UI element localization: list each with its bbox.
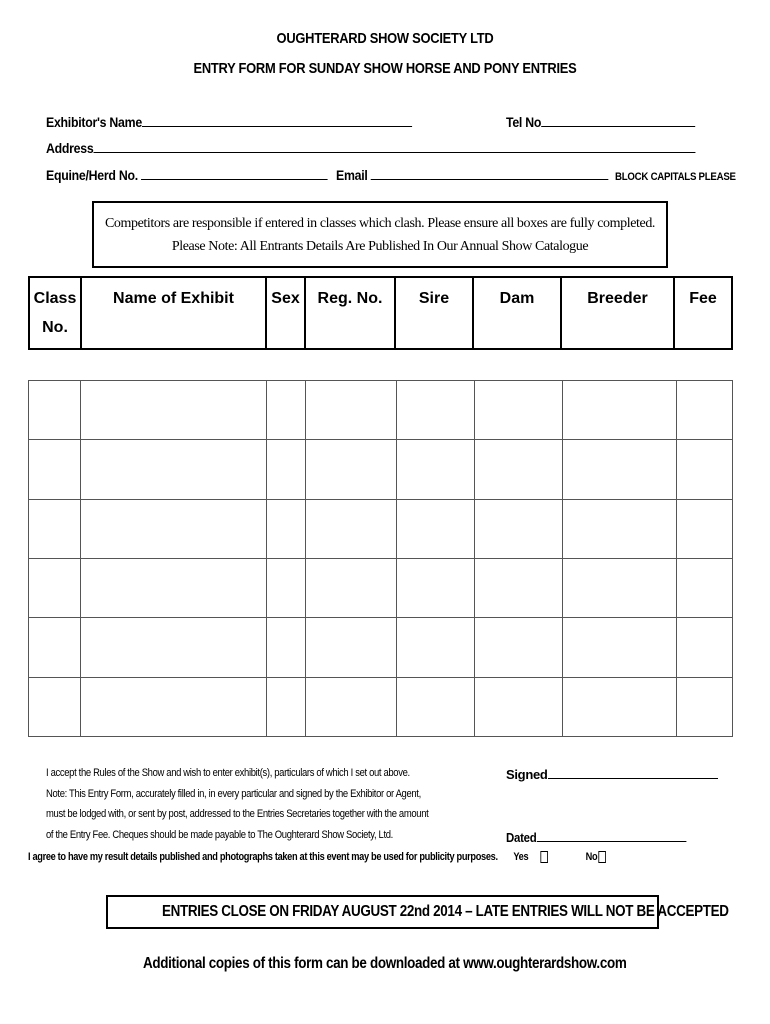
org-title: OUGHTERARD SHOW SOCIETY LTD [276, 30, 494, 47]
entry-cell-sex[interactable] [267, 558, 306, 617]
entry-cell-sire[interactable] [396, 618, 474, 677]
header-name-of-exhibit: Name of Exhibit [82, 278, 267, 348]
entry-cell-dam[interactable] [474, 558, 562, 617]
table-row [29, 440, 733, 499]
entry-cell-reg-no[interactable] [306, 677, 396, 736]
equine-herd-field[interactable] [141, 167, 328, 180]
entry-cell-sex[interactable] [267, 381, 306, 440]
exhibitor-name-field[interactable] [142, 114, 412, 127]
entry-cell-class-no[interactable] [29, 618, 81, 677]
declaration-line-1: I accept the Rules of the Show and wish to enter exhibit(s), particulars of which I set out above. [46, 767, 410, 779]
entry-cell-dam[interactable] [474, 499, 562, 558]
address-label: Address [46, 140, 94, 156]
header-sex: Sex [267, 278, 306, 348]
entry-cell-fee[interactable] [676, 381, 732, 440]
entry-cell-sire[interactable] [396, 381, 474, 440]
table-row [29, 618, 733, 677]
header-reg-no: Reg. No. [306, 278, 396, 348]
signed-field[interactable] [548, 766, 718, 779]
entry-cell-reg-no[interactable] [306, 618, 396, 677]
exhibitor-name-row [46, 114, 412, 130]
entry-cell-fee[interactable] [676, 499, 732, 558]
entry-cell-breeder[interactable] [563, 440, 676, 499]
entry-cell-fee[interactable] [676, 558, 732, 617]
entry-cell-breeder[interactable] [563, 499, 676, 558]
entry-cell-fee[interactable] [676, 677, 732, 736]
tel-no-field[interactable] [541, 114, 695, 127]
entry-cell-class-no[interactable] [29, 499, 81, 558]
download-text: Additional copies of this form can be downloaded at www.oughterardshow.com [143, 955, 627, 972]
download-note [0, 955, 770, 973]
entry-cell-name-of-exhibit[interactable] [81, 618, 267, 677]
entry-cell-dam[interactable] [474, 677, 562, 736]
entry-cell-sire[interactable] [396, 677, 474, 736]
consent-yes-checkbox[interactable] [541, 851, 549, 863]
entries-close-text: ENTRIES CLOSE ON FRIDAY AUGUST 22nd 2014 – LATE ENTRIES WILL NOT BE ACCEPTED [161, 903, 729, 920]
entry-cell-class-no[interactable] [29, 381, 81, 440]
entry-cell-breeder[interactable] [563, 677, 676, 736]
form-title: ENTRY FORM FOR SUNDAY SHOW HORSE AND PONY ENTRIES [193, 60, 577, 77]
table-row [29, 558, 733, 617]
table-row [29, 381, 733, 440]
tel-no-label: Tel No [506, 114, 542, 130]
entry-cell-name-of-exhibit[interactable] [81, 677, 267, 736]
table-row [29, 499, 733, 558]
header-breeder: Breeder [562, 278, 675, 348]
consent-no-label: No [585, 851, 598, 863]
header-dam: Dam [474, 278, 562, 348]
entry-cell-sire[interactable] [396, 499, 474, 558]
equine-herd-label: Equine/Herd No. [46, 167, 138, 183]
dated-field[interactable] [536, 829, 686, 842]
entry-cell-reg-no[interactable] [306, 381, 396, 440]
entry-cell-breeder[interactable] [563, 558, 676, 617]
entry-cell-name-of-exhibit[interactable] [81, 558, 267, 617]
entry-cell-fee[interactable] [676, 440, 732, 499]
entries-table-header [28, 276, 733, 350]
consent-no-checkbox[interactable] [598, 851, 606, 863]
block-capitals-note: BLOCK CAPITALS PLEASE [615, 171, 736, 183]
entry-cell-reg-no[interactable] [306, 499, 396, 558]
consent-yes-label: Yes [513, 851, 529, 863]
address-row [46, 140, 695, 156]
entry-cell-breeder[interactable] [563, 618, 676, 677]
entries-table [28, 380, 733, 737]
entry-cell-sex[interactable] [267, 499, 306, 558]
declaration-line-2: Note: This Entry Form, accurately filled in, in every particular and signed by the Exhibitor or Agent, [46, 788, 421, 800]
entry-cell-class-no[interactable] [29, 677, 81, 736]
consent-text: I agree to have my result details published and photographs taken at this event may be used for publicity purposes. [28, 851, 498, 863]
entry-cell-dam[interactable] [474, 440, 562, 499]
entry-cell-class-no[interactable] [29, 440, 81, 499]
notice-line-2: Please Note: All Entrants Details Are Published In Our Annual Show Catalogue [171, 239, 589, 254]
header-sire: Sire [396, 278, 474, 348]
entry-cell-sex[interactable] [267, 618, 306, 677]
entry-cell-dam[interactable] [474, 618, 562, 677]
entry-cell-breeder[interactable] [563, 381, 676, 440]
entry-cell-reg-no[interactable] [306, 440, 396, 499]
equine-email-row [46, 167, 736, 183]
entry-cell-name-of-exhibit[interactable] [81, 381, 267, 440]
entry-cell-fee[interactable] [676, 618, 732, 677]
entry-cell-name-of-exhibit[interactable] [81, 499, 267, 558]
entry-cell-reg-no[interactable] [306, 558, 396, 617]
entry-cell-sire[interactable] [396, 558, 474, 617]
entry-cell-dam[interactable] [474, 381, 562, 440]
entry-cell-class-no[interactable] [29, 558, 81, 617]
address-field[interactable] [93, 140, 695, 153]
dated-row [506, 829, 686, 845]
table-row [29, 677, 733, 736]
exhibitor-name-label: Exhibitor's Name [46, 114, 142, 130]
declaration-line-3: must be lodged with, or sent by post, addressed to the Entries Secretaries together with the amount [46, 808, 429, 820]
email-label: Email [336, 167, 368, 183]
header-fee: Fee [689, 290, 717, 307]
email-field[interactable] [371, 167, 609, 180]
entry-cell-sex[interactable] [267, 440, 306, 499]
header-class-no: Class No. [30, 278, 82, 348]
entry-cell-sex[interactable] [267, 677, 306, 736]
competitor-notice-box [92, 201, 668, 268]
entry-cell-sire[interactable] [396, 440, 474, 499]
consent-row [28, 851, 606, 863]
entries-close-notice [106, 895, 729, 929]
signed-label: Signed [506, 767, 548, 782]
tel-row [506, 114, 695, 130]
entries-table-body [29, 381, 733, 737]
dated-label: Dated [506, 830, 537, 845]
signed-row [506, 766, 718, 782]
entry-cell-name-of-exhibit[interactable] [81, 440, 267, 499]
declaration-line-4: of the Entry Fee. Cheques should be made payable to The Oughterard Show Society, Ltd. [46, 829, 393, 841]
notice-line-1: Competitors are responsible if entered in classes which clash. Please ensure all boxes are fully completed. [104, 216, 656, 231]
